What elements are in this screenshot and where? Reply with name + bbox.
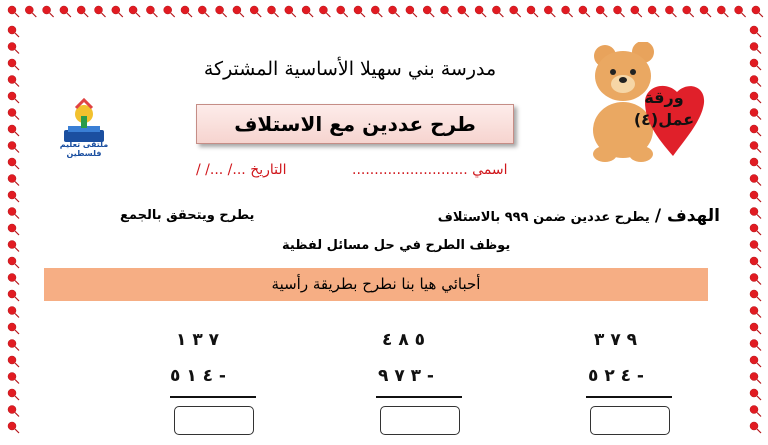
border-dot: [8, 274, 16, 282]
border-dot: [8, 290, 16, 298]
border-dot: [8, 158, 16, 166]
border-dot: [562, 6, 570, 14]
school-name: مدرسة بني سهيلا الأساسية المشتركة: [203, 58, 497, 80]
border-dot: [8, 175, 16, 183]
border-dot: [631, 6, 639, 14]
border-dot: [596, 6, 604, 14]
border-dot: [198, 6, 206, 14]
border-dot: [60, 6, 68, 14]
border-dot: [8, 43, 16, 51]
border-dot: [95, 6, 103, 14]
border-dot: [8, 109, 16, 117]
border-dot: [750, 224, 758, 232]
border-dot: [750, 290, 758, 298]
border-dot: [752, 6, 760, 14]
border-dot: [458, 6, 466, 14]
border-dot: [406, 6, 414, 14]
border-dot: [337, 6, 345, 14]
border-dot: [750, 59, 758, 67]
border-dot: [750, 191, 758, 199]
border-dot: [285, 6, 293, 14]
border-dot: [8, 241, 16, 249]
worksheet-title: طرح عددين مع الاستلاف: [196, 104, 514, 144]
border-dot: [683, 6, 691, 14]
border-dot: [441, 6, 449, 14]
border-dot: [750, 76, 758, 84]
problem-3-line: [586, 396, 672, 398]
date-field[interactable]: التاريخ .../ .../ /: [196, 162, 287, 178]
border-dot: [527, 6, 535, 14]
border-dot: [8, 356, 16, 364]
border-dot: [8, 92, 16, 100]
border-dot: [750, 26, 758, 34]
border-dot: [492, 6, 500, 14]
instruction-banner: أحبائي هيا بنا نطرح بطريقة رأسية: [44, 268, 708, 301]
border-dot: [665, 6, 673, 14]
border-dot: [181, 6, 189, 14]
border-dot: [8, 323, 16, 331]
border-dot: [216, 6, 224, 14]
border-dot: [8, 191, 16, 199]
worksheet-badge-line1: ورقة: [644, 88, 684, 107]
border-dot: [750, 323, 758, 331]
border-dot: [8, 422, 16, 430]
border-dot: [146, 6, 154, 14]
border-dot: [268, 6, 276, 14]
border-dot: [750, 125, 758, 133]
goal-text: يطرح عددين ضمن ٩٩٩ بالاستلاف: [437, 210, 650, 225]
border-dot: [750, 109, 758, 117]
goal-apply: يوظف الطرح في حل مسائل لفظية: [282, 238, 511, 253]
border-dot: [510, 6, 518, 14]
border-dot: [579, 6, 587, 14]
border-dot: [544, 6, 552, 14]
border-dot: [25, 6, 33, 14]
border-dot: [750, 175, 758, 183]
name-field[interactable]: اسمي ..........................: [352, 162, 508, 178]
border-dot: [43, 6, 51, 14]
border-dot: [129, 6, 137, 14]
border-dot: [8, 142, 16, 150]
problem-2-bottom: ٣ ٧ ٩ -: [378, 366, 434, 386]
border-dot: [371, 6, 379, 14]
border-dot: [233, 6, 241, 14]
border-dot: [8, 59, 16, 67]
border-dot: [8, 340, 16, 348]
border-dot: [614, 6, 622, 14]
problem-3-bottom: ٤ ٢ ٥ -: [588, 366, 644, 386]
border-dot: [750, 208, 758, 216]
border-dot: [8, 406, 16, 414]
border-dot: [750, 406, 758, 414]
border-dot: [475, 6, 483, 14]
border-dot: [250, 6, 258, 14]
border-dot: [319, 6, 327, 14]
border-dot: [8, 26, 16, 34]
border-dot: [750, 356, 758, 364]
border-dot: [750, 142, 758, 150]
border-dot: [750, 373, 758, 381]
problem-3-answer[interactable]: [590, 406, 670, 435]
border-dot: [750, 274, 758, 282]
border-dot: [164, 6, 172, 14]
border-dot: [423, 6, 431, 14]
border-dot: [700, 6, 708, 14]
problem-1-line: [170, 396, 256, 398]
problem-3-top: ٩ ٧ ٣: [594, 330, 638, 350]
problem-2-top: ٥ ٨ ٤: [382, 330, 426, 350]
border-dot: [750, 340, 758, 348]
border-dot: [8, 125, 16, 133]
border-dot: [354, 6, 362, 14]
border-dot: [8, 6, 16, 14]
border-dot: [77, 6, 85, 14]
border-dot: [8, 208, 16, 216]
border-dot: [112, 6, 120, 14]
border-dot: [8, 224, 16, 232]
problem-2-line: [376, 396, 462, 398]
border-dot: [750, 307, 758, 315]
border-dot: [750, 43, 758, 51]
border-dot: [389, 6, 397, 14]
border-dot: [750, 92, 758, 100]
border-dot: [717, 6, 725, 14]
goal-line: [438, 206, 720, 226]
problem-1-bottom: ٤ ١ ٥ -: [170, 366, 226, 386]
problem-2-answer[interactable]: [380, 406, 460, 435]
border-dot: [750, 389, 758, 397]
border-dot: [750, 158, 758, 166]
border-dot: [8, 257, 16, 265]
border-dot: [8, 389, 16, 397]
border-dot: [8, 373, 16, 381]
border-dot: [735, 6, 743, 14]
problem-1-answer[interactable]: [174, 406, 254, 435]
worksheet-badge-line2: عمل(٤): [633, 110, 695, 129]
border-dot: [8, 307, 16, 315]
border-dot: [8, 76, 16, 84]
border-dot: [750, 422, 758, 430]
goal-check: يطرح ويتحقق بالجمع: [120, 208, 255, 223]
border-dot: [750, 241, 758, 249]
problem-1-top: ٧ ٣ ١: [176, 330, 220, 350]
border-dot: [648, 6, 656, 14]
border-dot: [750, 257, 758, 265]
goal-heading: الهدف /: [654, 206, 720, 226]
border-dot: [302, 6, 310, 14]
logo-caption: ملتقى تعليم فلسطين: [59, 140, 109, 158]
